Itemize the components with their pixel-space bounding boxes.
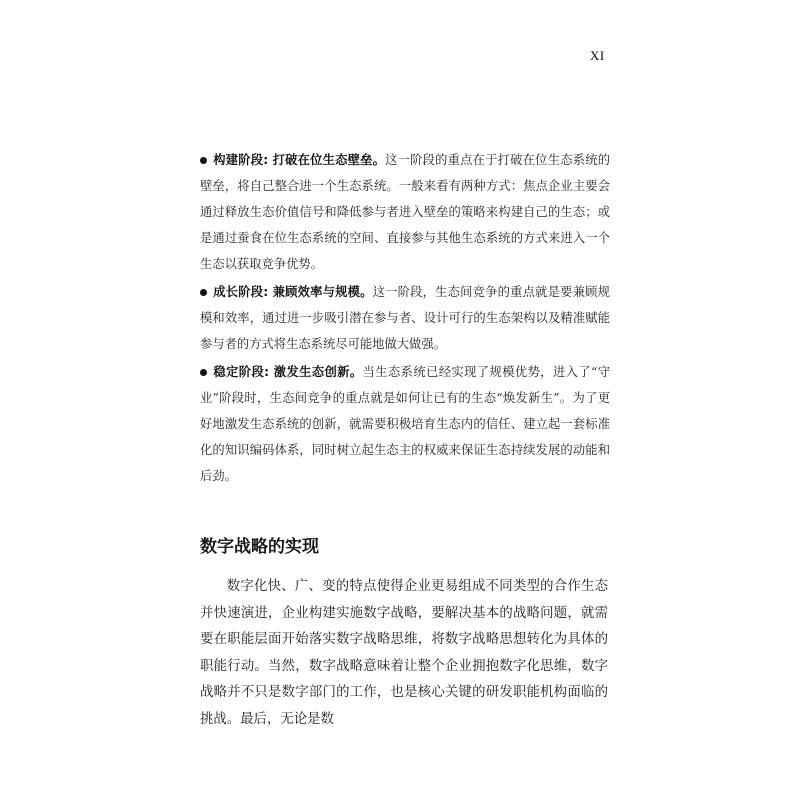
- bullet-build-stage: [200, 147, 610, 277]
- section-heading: 数字战略的实现: [200, 537, 319, 557]
- bullet-dot-icon: [200, 369, 207, 376]
- bullet-lead: 成长阶段: 兼顾效率与规模。: [213, 285, 373, 299]
- body-paragraph: 数字化快、广、变的特点使得企业更易组成不同类型的合作生态并快速演进，企业构建实施数字战略，要解决基本的战略问题，就需要在职能层面开始落实数字战略思维，将数字战略思想转化为具体的职能行动。当然，数字战略意味着让整个企业拥抱数字化思维，数字战略并不只是数字部门的工作，也是核心关键的研发职能机构面临的挑战。最后，无论是数: [200, 579, 608, 727]
- bullet-text: 当生态系统已经实现了规模优势，进入了“守业”阶段时，生态间竞争的重点就是如何让已有的生态“焕发新生”。为了更好地激发生态系统的创新，就需要积极培育生态内的信任、建立起一套标准化的知识编码体系，同时树立起生态主的权威来保证生态持续发展的动能和后劲。: [200, 365, 610, 483]
- stage-bullet-list: [200, 147, 610, 491]
- bullet-growth-stage: [200, 279, 610, 357]
- bullet-dot-icon: [200, 289, 207, 296]
- page-number: XI: [590, 48, 605, 63]
- bullet-lead: 稳定阶段: 激发生态创新。: [213, 365, 363, 379]
- bullet-text: 这一阶段的重点在于打破在位生态系统的壁垒，将自己整合进一个生态系统。一般来看有两种方式：焦点企业主要会通过释放生态价值信号和降低参与者进入壁垒的策略来构建自己的生态；或是通过蚕食在位生态系统的空间、直接参与其他生态系统的方式来进入一个生态以获取竞争优势。: [200, 153, 610, 271]
- bullet-dot-icon: [200, 157, 207, 164]
- bullet-lead: 构建阶段: 打破在位生态壁垒。: [213, 153, 386, 167]
- bullet-stable-stage: [200, 359, 610, 489]
- bullet-text: 这一阶段，生态间竞争的重点就是要兼顾规模和效率，通过进一步吸引潜在参与者、设计可行的生态架构以及精准赋能参与者的方式将生态系统尽可能地做大做强。: [200, 285, 610, 351]
